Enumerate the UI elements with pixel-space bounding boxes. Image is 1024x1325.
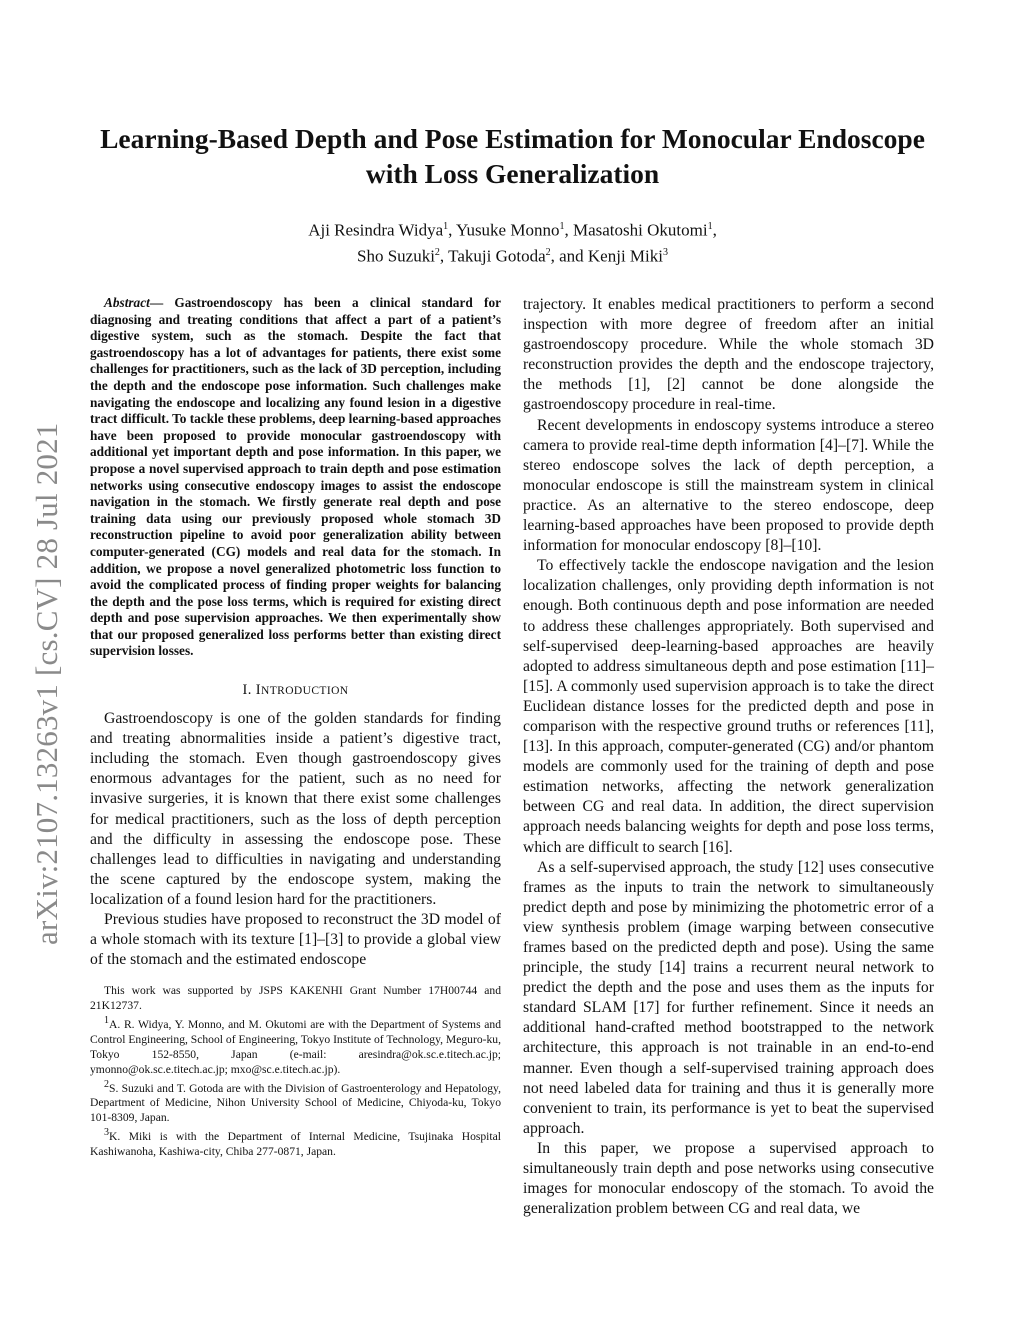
body-paragraph: As a self-supervised approach, the study [12] uses consecutive frames as the inputs to train the network to simultaneously predict depth and pose by minimizing the photometric error of a view synthesis problem (image warping between consecutive frames based on the predicted depth and pose). Using the same principle, the study [14] trains a recurrent neural network to predict the depth and the pose and uses them as the inputs for standard SLAM [17] for further refinement. Since it needs an additional hand-crafted method bootstrapped to the network architecture, this approach is not trainable in an end-to-end manner. Even though a self-supervised training approach does not need labeled data for training and thus it is generally more convenient to train, its performance is yet to beat the supervised approach. [523,858,934,1137]
author-affiliation: 2 [434,246,440,258]
left-column [90,295,501,1160]
footnote-affiliation-2 [90,1078,501,1127]
author-affiliation: 2 [545,246,551,258]
author-line-1 [90,216,935,242]
author-affiliation: 1 [707,221,713,232]
title-line-2: with Loss Generalization [365,158,660,189]
right-column [523,295,934,1219]
author-name: Kenji Miki [587,246,663,266]
section-heading-introduction [90,682,501,699]
footnote-marker: 1 [104,1015,109,1027]
body-paragraph: trajectory. It enables medical practitioners to perform a second inspection with more degree of freedom after an initial gastroendoscopy procedure. While the whole stomach 3D reconstruction provides the depth and the endoscope trajectory, the methods [1], [2] cannot be done alongside the gastroendoscopy procedure in real-time. [523,296,934,414]
intro-paragraph: Previous studies have proposed to reconstruct the 3D model of a whole stomach with its texture [1]–[3] to provide a global view of the stomach and the estimated endoscope [90,911,501,969]
footnote-text: K. Miki is with the Department of Internal Medicine, Tsujinaka Hospital Kashiwanoha, Kashiwa-city, Chiba 277-0871, Japan. [90,1130,501,1158]
author-name: Aji Resindra Widya [308,220,444,240]
intro-paragraph: Gastroendoscopy is one of the golden standards for finding and treating abnormalities inside a patient’s digestive tract, including the stomach. Even though gastroendoscopy gives enormous advantages for the patient, such as no need for invasive surgeries, it is known that there exist some challenges for medical practitioners, such as the loss of depth perception and the difficulty in assessing the endoscope pose. These challenges lead to difficulties in navigating and understanding the scene captured by the endoscope system, making the localization of a found lesion hard for the practitioners. [90,710,501,908]
abstract: Abstract— Gastroendoscopy has been a clinical standard for diagnosing and treating conditions that affect a part of a patient’s digestive system, such as the stomach. Despite the fact that gastroendoscopy has a lot of advantages for patients, there exist some challenges for practitioners, such as the lack of 3D perception, including the depth and the endoscope pose information. Such challenges make navigating the endoscope and localizing any found lesion in a digestive tract difficult. To tackle these problems, deep learning-based approaches have been proposed to provide monocular gastroendoscopy with additional yet important depth and pose information. In this paper, we propose a novel supervised approach to train depth and pose estimation networks using consecutive endoscopy images to assist the endoscope navigation in the stomach. We firstly generate real depth and pose training data using our previously proposed whole stomach 3D reconstruction pipeline to avoid poor generalization ability between computer-generated (CG) models and real data for the stomach. In addition, we propose a novel generalized photometric loss function to avoid the complicated process of finding proper weights for balancing the depth and the pose loss terms, which is required for existing direct depth and pose supervision approaches. We then experimentally show that our proposed generalized loss performs better than existing direct supervision losses. [90,295,501,659]
footnote-text: A. R. Widya, Y. Monno, and M. Okutomi are with the Department of Systems and Control Engineering, School of Engineering, Tokyo Institute of Technology, Meguro-ku, Tokyo 152-8550, Japan (e-mail: aresindra@ok.sc.e.titech.ac.jp; ymonno@ok.sc.e.titech.ac.jp; mxo@sc.e.titech.ac.jp). [90,1017,501,1076]
section-title-rest: NTRODUCTION [261,685,349,698]
author-affiliation: 1 [443,221,449,232]
title-line-1: Learning-Based Depth and Pose Estimation for Monocular Endoscope [100,123,925,154]
footnote-marker: 3 [104,1127,109,1139]
author-line-2 [90,242,935,268]
footnotes [90,984,501,1160]
paper-title [90,121,935,191]
author-separator: , [712,220,717,240]
author-name: Takuji Gotoda [448,246,546,266]
abstract-label: Abstract [104,295,150,310]
footnote-affiliation-1 [90,1014,501,1077]
author-separator: , [448,220,457,240]
footnote-affiliation-3 [90,1126,501,1160]
author-separator: , and [550,246,588,266]
author-name: Masatoshi Okutomi [572,220,708,240]
section-initial: I [255,682,262,699]
author-separator: , [564,220,573,240]
author-list [90,216,935,267]
body-paragraph: In this paper, we propose a supervised approach to simultaneously train depth and pose networks using consecutive images for monocular endoscopy of the stomach. To avoid the generalization problem between CG and real data, we [523,1139,934,1218]
footnote-funding: This work was supported by JSPS KAKENHI Grant Number 17H00744 and 21K12737. [90,984,501,1013]
author-name: Sho Suzuki [356,246,435,266]
footnote-text: S. Suzuki and T. Gotoda are with the Division of Gastroenterology and Hepatology, Department of Medicine, Nihon University School of Medicine, Chiyoda-ku, Tokyo 101-8309, Japan. [90,1081,501,1125]
author-affiliation: 3 [663,246,668,258]
abstract-text: Gastroendoscopy has been a clinical standard for diagnosing and treating conditions that affect a part of a patient’s digestive system, such as the stomach. Despite the fact that gastroendoscopy has a lot of advantages for patients, there exist some challenges for practitioners, such as the lack of 3D perception, including the depth and the endoscope pose information. Such challenges make navigating the endoscope and localizing any found lesion in a digestive tract difficult. To tackle these problems, deep learning-based approaches have been proposed to provide monocular gastroendoscopy with additional yet important depth and pose information. In this paper, we propose a novel supervised approach to train depth and pose estimation networks using consecutive endoscopy images to assist the endoscope navigation in the stomach. We firstly generate real depth and pose training data using our previously proposed whole stomach 3D reconstruction pipeline to avoid poor generalization ability between computer-generated (CG) models and real data for the stomach. In addition, we propose a novel generalized photometric loss function to avoid the complicated process of finding proper weights for balancing the depth and the pose loss terms, which is required for existing direct depth and pose supervision approaches. We then experimentally show that our proposed generalized loss performs better than existing direct supervision losses. [90,295,501,659]
footnote-marker: 2 [104,1078,109,1090]
author-affiliation: 1 [559,221,565,232]
arxiv-identifier: arXiv:2107.13263v1 [cs.CV] 28 Jul 2021 [29,422,64,945]
body-paragraph: To effectively tackle the endoscope navigation and the lesion localization challenges, only providing depth information is not enough. Both continuous depth and pose information are needed to address these challenges appropriately. Both supervised and self-supervised deep-learning-based approaches are heavily adopted to address simultaneous depth and pose estimation [11]–[15]. A commonly used supervision approach is to take the direct Euclidean distance losses for the predicted depth and pose in comparison with the respective ground truths or references [11], [13]. In this approach, computer-generated (CG) and/or phantom models are commonly used for the training of depth and pose estimation networks, affecting the network generalization between CG and real data. In addition, the direct supervision approach needs balancing weights for depth and pose loss terms, which are difficult to search [16]. [523,557,934,856]
body-paragraph: Recent developments in endoscopy systems introduce a stereo camera to provide real-time depth information [4]–[7]. While the stereo endoscope solves the lack of depth perception, a monocular endoscope is still the mainstream system in clinical practice. As an alternative to the stereo endoscope, deep learning-based approaches have been proposed to provide depth information for monocular endoscopy [8]–[10]. [523,416,934,555]
section-numeral: I. [242,682,256,699]
author-separator: , [439,246,449,266]
author-name: Yusuke Monno [456,220,560,240]
